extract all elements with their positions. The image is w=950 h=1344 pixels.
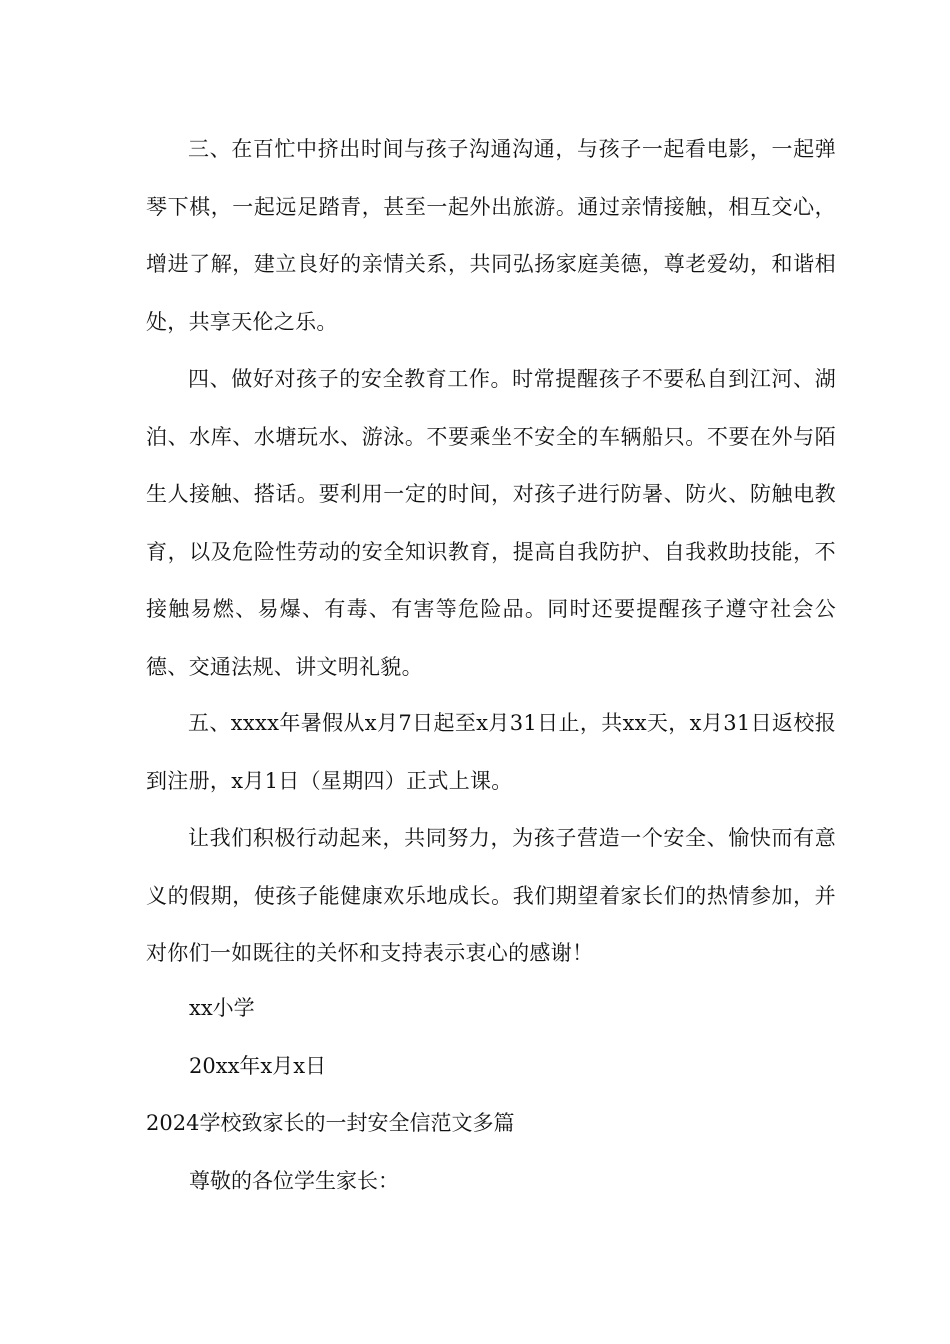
signature-date: 20xx年x月x日 — [189, 1054, 327, 1078]
next-letter-salutation: 尊敬的各位学生家长： — [189, 1169, 399, 1193]
next-letter-title: 2024学校致家长的一封安全信范文多篇 — [146, 1111, 515, 1135]
signature-school: xx小学 — [189, 996, 255, 1020]
paragraph-family-time: 三、在百忙中挤出时间与孩子沟通沟通，与孩子一起看电影，一起弹琴下棋，一起远足踏青，甚至一起外出旅游。通过亲情接触，相互交心，增进了解，建立良好的亲情关系，共同弘扬家庭美德，尊老爱幼，和谐相处，共享天伦之乐。 — [146, 137, 836, 334]
paragraph-safety-education: 四、做好对孩子的安全教育工作。时常提醒孩子不要私自到江河、湖泊、水库、水塘玩水、游泳。不要乘坐不安全的车辆船只。不要在外与陌生人接触、搭话。要利用一定的时间，对孩子进行防暑、防火、防触电教育，以及危险性劳动的安全知识教育，提高自我防护、自我救助技能，不接触易燃、易爆、有毒、有害等危险品。同时还要提醒孩子遵守社会公德、交通法规、讲文明礼貌。 — [146, 367, 836, 679]
paragraph-closing: 让我们积极行动起来，共同努力，为孩子营造一个安全、愉快而有意义的假期，使孩子能健康欢乐地成长。我们期望着家长们的热情参加，并对你们一如既往的关怀和支持表示衷心的感谢！ — [146, 826, 836, 965]
paragraph-vacation-dates: 五、xxxx年暑假从x月7日起至x月31日止，共xx天，x月31日返校报到注册，x月1日（星期四）正式上课。 — [146, 711, 836, 793]
